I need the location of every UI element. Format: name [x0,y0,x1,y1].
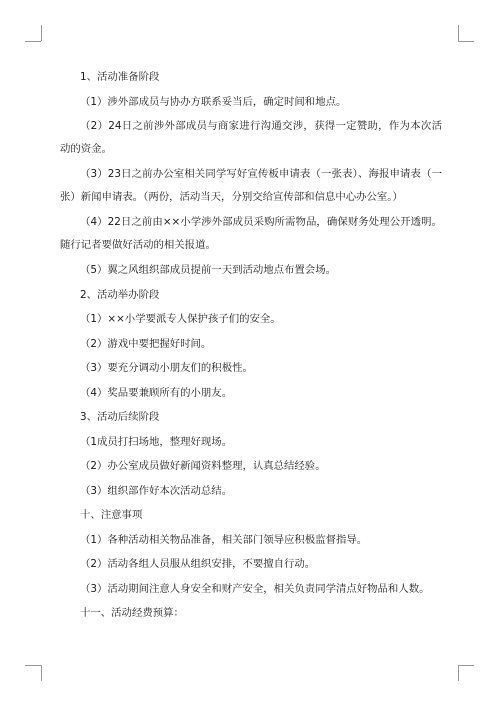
section-heading: 2、活动举办阶段 [80,288,160,301]
paragraph: （1）××小学要派专人保护孩子们的安全。 [80,313,281,325]
crop-mark-bottom-right [458,665,459,681]
paragraph: （1成员打扫场地，整理好现场。 [80,435,233,448]
paragraph: （4）22日之前由××小学涉外部成员采购所需物品，确保财务处理公开透明。随行记者要做好活动的相关报道。 [60,216,442,251]
paragraph: （2）游戏中要把握好时间。 [80,337,212,350]
paragraph: （3）要充分调动小朋友们的积极性。 [80,362,253,374]
crop-mark-top-right [458,25,459,41]
section-heading: 3、活动后续阶段 [80,411,160,423]
section-heading: 1、活动准备阶段 [80,71,160,83]
crop-mark-bottom-left [41,665,42,681]
paragraph: （3）组织部作好本次活动总结。 [80,484,233,497]
paragraph: （1）各种活动相关物品准备，相关部门领导应积极监督指导。 [80,533,368,546]
crop-mark-bottom-right [458,665,474,666]
paragraph: （2）办公室成员做好新闻资料整理，认真总结经验。 [80,460,326,472]
paragraph: （2）24日之前涉外部成员与商家进行沟通交涉，获得一定赞助，作为本次活动的资金。 [60,120,442,155]
crop-mark-bottom-left [25,665,41,666]
paragraph: （4）奖品要兼顾所有的小朋友。 [80,386,233,399]
document-body [60,70,442,631]
crop-mark-top-left [41,25,42,41]
paragraph: （3）活动期间注意人身安全和财产安全，相关负责同学清点好物品和人数。 [80,582,430,595]
section-heading: 十一、活动经费预算： [80,607,184,619]
crop-mark-top-left [25,41,41,42]
paragraph: （2）活动各组人员服从组织安排，不要擅自行动。 [80,558,316,570]
paragraph: （1）涉外部成员与协办方联系妥当后，确定时间和地点。 [80,95,347,108]
paragraph: （5）翼之风组织部成员提前一天到活动地点布置会场。 [80,264,336,276]
section-heading: 十、注意事项 [80,509,143,521]
paragraph: （3）23日之前办公室相关同学写好宣传板申请表（一张表）、海报申请表（一张）新闻申请表。（两份，活动当天，分别交给宣传部和信息中心办公室。） [60,168,442,203]
crop-mark-top-right [458,41,474,42]
